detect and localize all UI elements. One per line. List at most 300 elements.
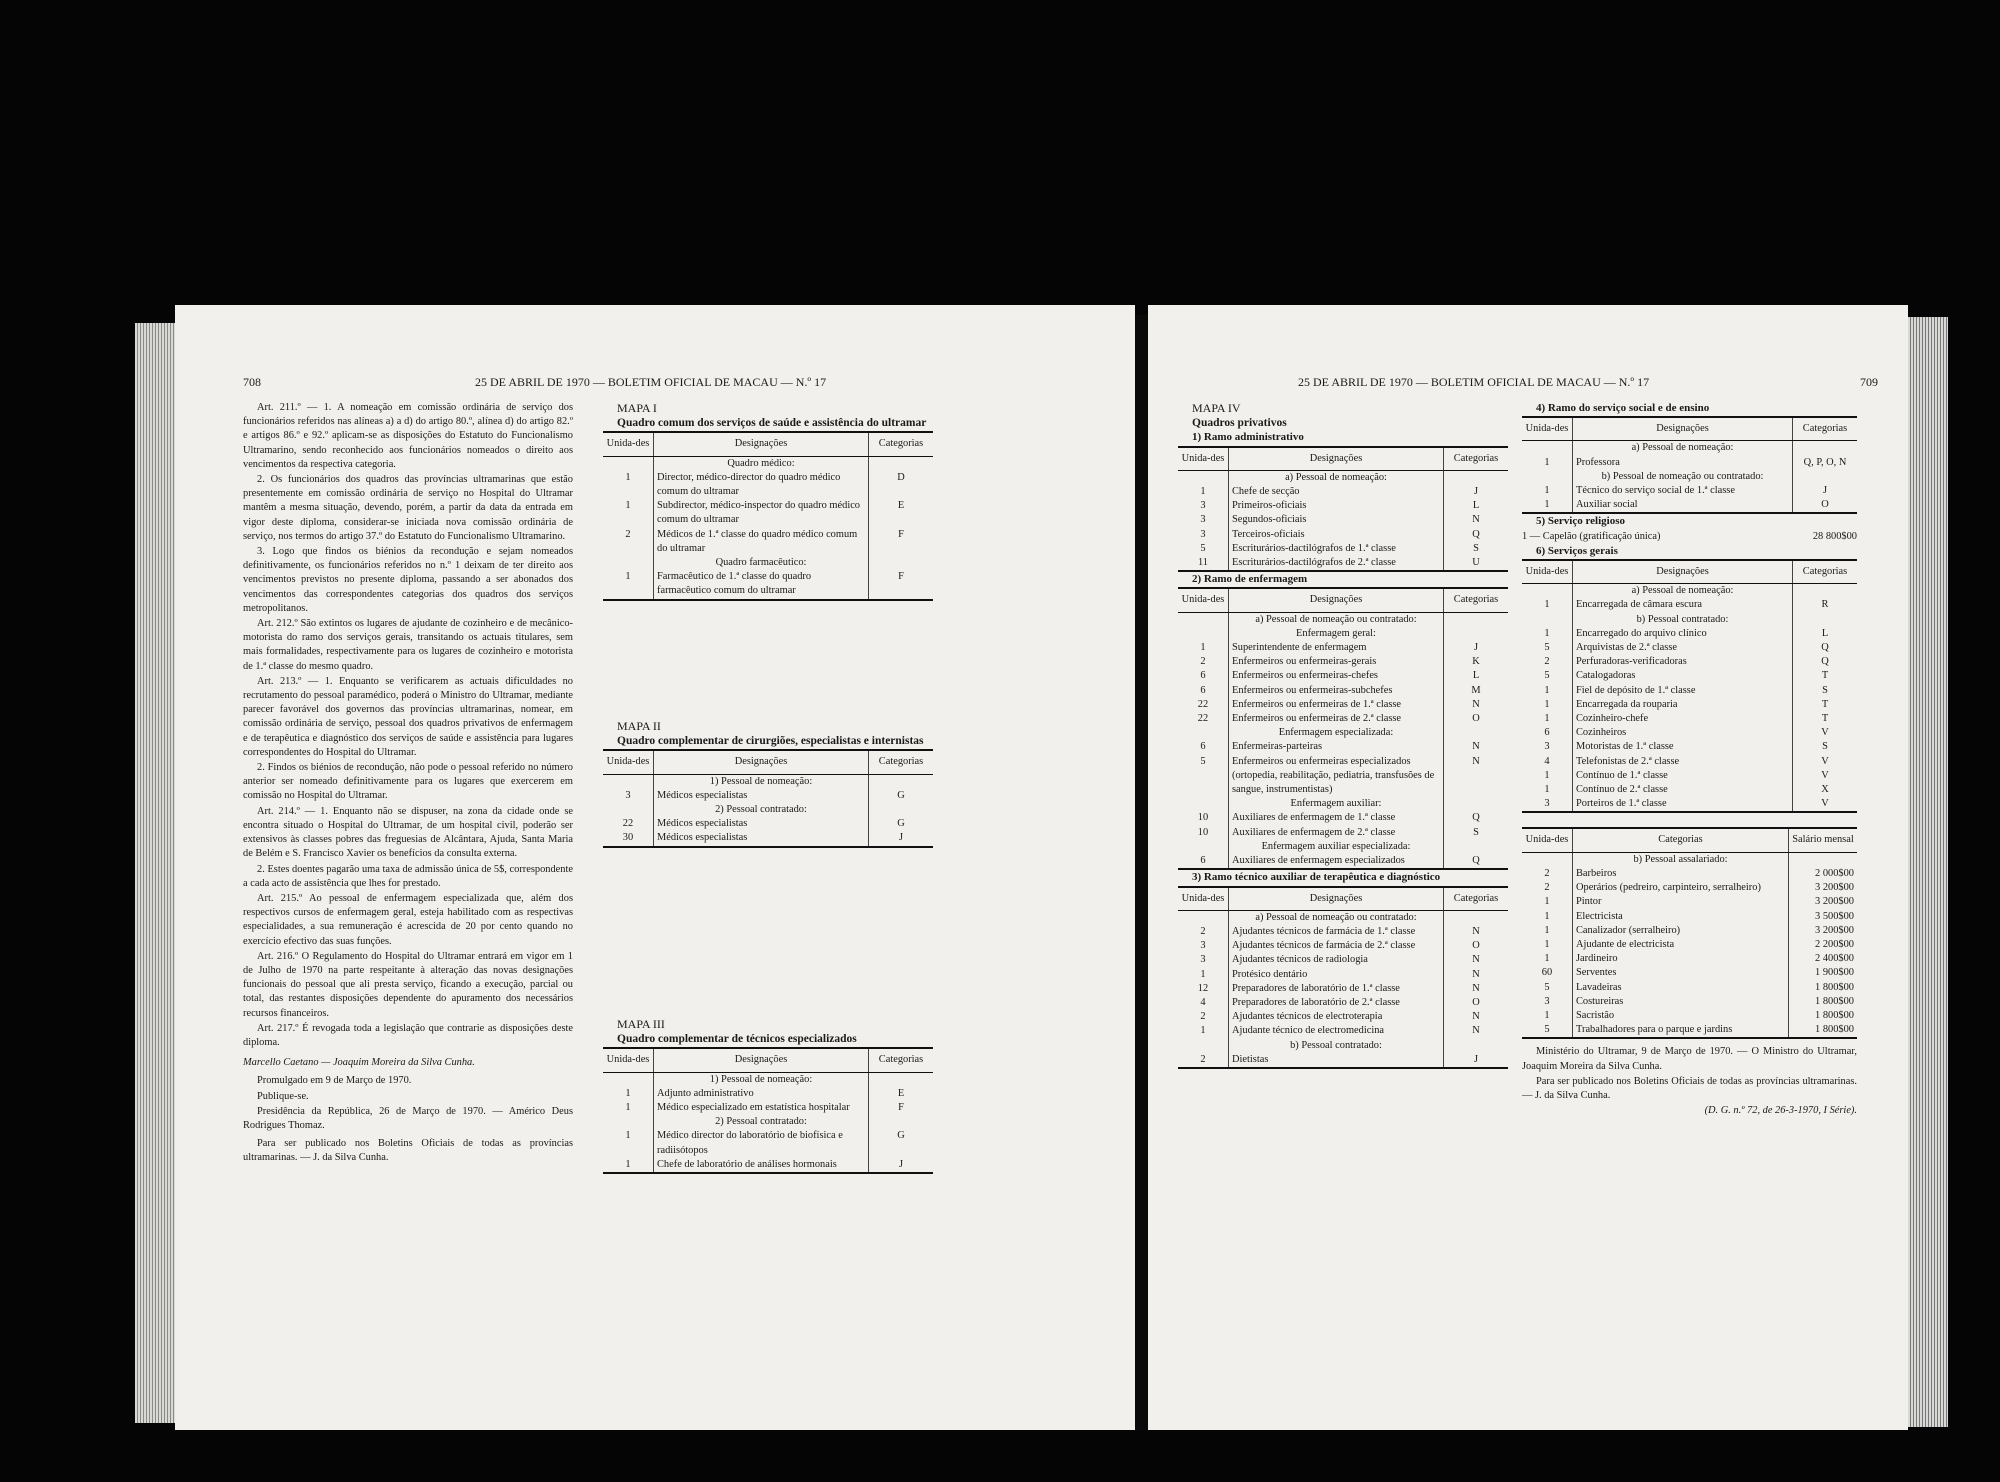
units-cell: 1 <box>1544 953 1550 965</box>
publication-note-left: Para ser publicado nos Boletins Oficiais de todas as províncias ultramarinas. — J. da Silva Cunha. <box>243 1138 573 1164</box>
category-cell: G <box>869 1129 934 1157</box>
category-cell: S <box>1444 542 1509 556</box>
units-cell: 3 <box>1522 797 1573 812</box>
table-row <box>1178 811 1508 825</box>
category-cell: F <box>869 1101 934 1115</box>
salary-cell: 3 200$00 <box>1789 924 1858 938</box>
empty-cell <box>603 803 654 817</box>
table-row <box>1178 556 1508 571</box>
units-cell: 4 <box>1544 755 1550 767</box>
designation-cell: Auxiliar social <box>1573 498 1793 513</box>
table-row <box>1178 826 1508 840</box>
table-row <box>1178 542 1508 556</box>
empty-cell <box>1522 613 1573 627</box>
section-row <box>1522 441 1857 456</box>
category-cell: Q <box>1444 528 1509 542</box>
units-cell: 1 <box>1200 1025 1206 1037</box>
mapa-ii <box>603 719 933 1017</box>
ramo-servicos-gerais <box>1522 544 1857 814</box>
units-cell: 1 <box>603 570 654 599</box>
table-subtitle: Quadro complementar de cirurgiões, especialistas e internistas <box>617 735 924 748</box>
category-cell: Pintor <box>1573 895 1789 909</box>
units-cell: 1 <box>1522 498 1573 513</box>
units-cell: 1 <box>1544 896 1550 908</box>
table-row <box>1522 740 1857 754</box>
category-cell: Operários (pedreiro, carpinteiro, serralheiro) <box>1573 881 1789 895</box>
article-paragraph: Art. 217.º É revogada toda a legislação que contrarie as disposições deste diploma. <box>243 1022 573 1048</box>
table-row <box>1178 655 1508 669</box>
table-row <box>1178 925 1508 939</box>
units-cell: 6 <box>1178 854 1229 869</box>
table-row <box>1178 854 1508 869</box>
table-title: MAPA III <box>617 1017 665 1031</box>
table-row <box>1522 641 1857 655</box>
category-cell: T <box>1793 712 1858 726</box>
units-cell: 30 <box>603 831 654 846</box>
designation-cell: Médico director do laboratório de biofísica e radiisótopos <box>654 1129 869 1157</box>
section-label: a) Pessoal de nomeação: <box>1229 470 1444 485</box>
table-row <box>1522 881 1857 895</box>
designation-cell: Encarregado do arquivo clínico <box>1573 627 1793 641</box>
section-label: a) Pessoal de nomeação: <box>1573 584 1793 599</box>
salary-cell: 1 900$00 <box>1789 966 1858 980</box>
units-cell: 2 <box>625 528 631 540</box>
table-row <box>1522 712 1857 726</box>
category-cell: N <box>1444 982 1509 996</box>
designation-cell: Segundos-oficiais <box>1229 513 1444 527</box>
designation-cell: Ajudantes técnicos de farmácia de 2.ª classe <box>1229 939 1444 953</box>
empty-cell <box>1178 470 1229 485</box>
table-row <box>1178 528 1508 542</box>
units-cell: 5 <box>1544 642 1550 654</box>
mapa-iv-title: MAPA IV <box>1192 401 1241 415</box>
designation-cell: Contínuo de 1.ª classe <box>1573 769 1793 783</box>
article-paragraph: 2. Os funcionários dos quadros das províncias ultramarinas que estão presentemente em comissão ordinária de serviço no Hospital do Ultramar mantêm a mesma situação, devendo, porém, a partir da data da entrada em vigor deste diploma, considerar-se iniciada nova comissão ordinária de serviço, nos termos do artigo 37.º do Estatuto do Funcionalismo Ultramarino. <box>243 474 573 542</box>
empty-cell <box>1522 584 1573 599</box>
units-cell: 1 <box>1544 698 1550 710</box>
section-row <box>603 774 933 789</box>
designation-cell: Enfermeiros ou enfermeiras-subchefes <box>1229 684 1444 698</box>
designation-cell: Cozinheiros <box>1573 726 1793 740</box>
category-cell: V <box>1793 755 1858 769</box>
capelao-label: 1 — Capelão (gratificação única) <box>1522 530 1661 542</box>
column-header: Unida-des <box>1178 588 1229 612</box>
table-row <box>1522 924 1857 938</box>
section-row <box>1178 1039 1508 1053</box>
open-book <box>135 305 1880 1430</box>
category-cell: S <box>1793 684 1858 698</box>
section-label: Enfermagem auxiliar especializada: <box>1229 840 1444 854</box>
designation-cell: Catalogadoras <box>1573 669 1793 683</box>
table-row <box>1178 669 1508 683</box>
empty-cell <box>1444 726 1509 740</box>
category-cell: N <box>1444 1024 1509 1038</box>
column-header: Designações <box>1573 417 1793 441</box>
table-row <box>1522 797 1857 812</box>
category-cell: N <box>1444 925 1509 939</box>
section-label: 2) Pessoal contratado: <box>654 803 869 817</box>
empty-cell <box>869 1115 934 1129</box>
table-row <box>1522 498 1857 513</box>
table-title: 2) Ramo de enfermagem <box>1192 573 1308 586</box>
table-row <box>1522 698 1857 712</box>
table-row <box>603 570 933 599</box>
table-row <box>1522 484 1857 498</box>
category-cell: T <box>1793 669 1858 683</box>
data-table <box>1522 559 1857 813</box>
mapas-column <box>603 401 933 1174</box>
column-header: Salário mensal <box>1789 828 1858 852</box>
table-row <box>1178 499 1508 513</box>
ramo-servico-social <box>1522 401 1857 514</box>
empty-cell <box>1444 1039 1509 1053</box>
units-cell: 1 <box>1544 769 1550 781</box>
designation-cell: Auxiliares de enfermagem especializados <box>1229 854 1444 869</box>
designation-cell: Perfuradoras-verificadoras <box>1573 655 1793 669</box>
category-cell: V <box>1793 726 1858 740</box>
table-row <box>603 789 933 803</box>
capelao-value: 28 800$00 <box>1812 530 1857 542</box>
empty-cell <box>603 774 654 789</box>
units-cell: 5 <box>1522 1023 1573 1038</box>
units-cell: 5 <box>1200 542 1206 554</box>
section-row <box>603 803 933 817</box>
table-title: 3) Ramo técnico auxiliar de terapêutica e diagnóstico <box>1192 871 1441 884</box>
page-number-left: 708 <box>243 375 261 389</box>
data-table <box>603 749 933 847</box>
section-row <box>1178 726 1508 740</box>
column-header: Unida-des <box>1178 887 1229 911</box>
data-table <box>1178 446 1508 573</box>
empty-cell <box>1178 910 1229 925</box>
designation-cell: Director, médico-director do quadro médico comum do ultramar <box>654 471 869 499</box>
empty-cell <box>869 803 934 817</box>
column-header: Unida-des <box>1522 828 1573 852</box>
designation-cell: Superintendente de enfermagem <box>1229 641 1444 655</box>
units-cell: 10 <box>1197 812 1209 824</box>
mapa-iv-subtitle: Quadros privativos <box>1192 417 1287 430</box>
designation-cell: Técnico do serviço social de 1.ª classe <box>1573 484 1793 498</box>
data-table <box>603 431 933 600</box>
salary-cell: 1 800$00 <box>1789 1009 1858 1023</box>
article-paragraph: Art. 213.º — 1. Enquanto se verificarem as actuais dificuldades no recrutamento do pessoal paramédico, poderá o Ministro do Ultramar, mediante parecer favorável dos governos das províncias ultramarinas, nomear, em comissão ordinária de serviço, pessoal dos quadros privativos de enfermagem e de terapêutica e diagnóstico dos serviços de saúde e assistência para lugares correspondentes do Hospital do Ultramar. <box>243 675 573 758</box>
table-row <box>603 817 933 831</box>
units-cell: 1 <box>625 500 631 512</box>
section-label: Quadro farmacêutico: <box>654 556 869 570</box>
table-row <box>1522 966 1857 980</box>
column-header: Designações <box>654 1048 869 1072</box>
units-cell: 2 <box>1544 656 1550 668</box>
designation-cell: Escriturários-dactilógrafos de 2.ª classe <box>1229 556 1444 571</box>
category-cell: J <box>1793 484 1858 498</box>
salary-table <box>1522 827 1857 1039</box>
column-header: Designações <box>1229 447 1444 471</box>
section-label: b) Pessoal contratado: <box>1229 1039 1444 1053</box>
table-row <box>1178 996 1508 1010</box>
section-label: 2) Pessoal contratado: <box>654 1115 869 1129</box>
table-row <box>1178 641 1508 655</box>
salary-cell: 3 200$00 <box>1789 881 1858 895</box>
empty-cell <box>1793 441 1858 456</box>
units-cell: 3 <box>1544 741 1550 753</box>
category-cell: F <box>869 528 934 556</box>
section-row <box>1178 612 1508 627</box>
column-header: Categorias <box>869 750 934 774</box>
units-cell: 6 <box>1544 727 1550 739</box>
table-row <box>603 1087 933 1101</box>
salary-data-table <box>1522 827 1857 1039</box>
category-cell: T <box>1793 698 1858 712</box>
table-row <box>1178 513 1508 527</box>
units-cell: 6 <box>1200 741 1206 753</box>
designation-cell: Professora <box>1573 456 1793 470</box>
table-row <box>1178 982 1508 996</box>
salary-cell: 1 800$00 <box>1789 1023 1858 1038</box>
section-row <box>1178 470 1508 485</box>
designation-cell: Telefonistas de 2.ª classe <box>1573 755 1793 769</box>
units-cell: 2 <box>1200 1011 1206 1023</box>
empty-cell <box>1178 627 1229 641</box>
designation-cell: Enfermeiros ou enfermeiras de 1.ª classe <box>1229 698 1444 712</box>
empty-cell <box>1444 797 1509 811</box>
units-cell: 6 <box>1200 670 1206 682</box>
units-cell: 1 <box>625 1130 631 1142</box>
units-cell: 1 <box>603 1158 654 1173</box>
category-cell: Q <box>1444 854 1509 869</box>
table-row <box>1178 1024 1508 1038</box>
capelao-line <box>1522 530 1857 544</box>
table-row <box>1522 769 1857 783</box>
category-cell: Electricista <box>1573 910 1789 924</box>
article-paragraph: Art. 214.º — 1. Enquanto não se dispuser, na zona da cidade onde se encontra situado o Hospital do Ultramar, de um hospital civil, poderão ser extensivos às classes pobres das freguesias de Alcântara, Ajuda, Santa Maria de Belém e S. Francisco Xavier os benefícios da consulta externa. <box>243 805 573 860</box>
designation-cell: Escriturários-dactilógrafos de 1.ª classe <box>1229 542 1444 556</box>
table-row <box>603 831 933 846</box>
units-cell: 1 <box>625 1102 631 1114</box>
column-header: Designações <box>1573 560 1793 584</box>
section-row <box>1522 852 1857 867</box>
column-header: Categorias <box>1793 417 1858 441</box>
table-row <box>1522 755 1857 769</box>
section-row <box>603 556 933 570</box>
publish-line: Publique-se. <box>257 1090 309 1102</box>
category-cell: K <box>1444 655 1509 669</box>
salary-cell: 2 200$00 <box>1789 938 1858 952</box>
section-label: 1) Pessoal de nomeação: <box>654 774 869 789</box>
category-cell: Lavadeiras <box>1573 981 1789 995</box>
category-cell: Canalizador (serralheiro) <box>1573 924 1789 938</box>
designation-cell: Enfermeiros ou enfermeiras-chefes <box>1229 669 1444 683</box>
ramo-enfermagem <box>1178 572 1508 870</box>
units-cell: 1 <box>625 1087 631 1099</box>
section-label: Enfermagem geral: <box>1229 627 1444 641</box>
units-cell: 1 <box>1544 599 1550 611</box>
table-row <box>1178 953 1508 967</box>
empty-cell <box>1444 612 1509 627</box>
category-cell: G <box>869 817 934 831</box>
table-row <box>1522 895 1857 909</box>
article-paragraph: Art. 211.º — 1. A nomeação em comissão ordinária de serviço dos funcionários referidos nas alíneas a) a d) do artigo 80.º, alínea d) do artigo 82.º e artigos 86.º e 92.º aplicam-se as disposições do Estatuto do Funcionalismo Ultramarino, sendo reconhecido aos funcionários nomeados o direito aos vencimentos da respectiva categoria. <box>243 402 573 470</box>
column-header: Unida-des <box>1522 417 1573 441</box>
units-cell: 1 <box>625 471 631 483</box>
table-row <box>1522 684 1857 698</box>
column-header: Categorias <box>869 432 934 456</box>
salary-cell: 2 000$00 <box>1789 867 1858 881</box>
category-cell: N <box>1444 953 1509 967</box>
section-label: a) Pessoal de nomeação ou contratado: <box>1229 612 1444 627</box>
units-cell: 2 <box>1544 882 1550 894</box>
category-cell: O <box>1444 996 1509 1010</box>
table-row <box>1178 740 1508 754</box>
empty-cell <box>1793 613 1858 627</box>
data-table <box>1178 587 1508 870</box>
column-header: Designações <box>1229 588 1444 612</box>
units-cell: 1 <box>1544 924 1550 936</box>
category-cell: S <box>1444 826 1509 840</box>
table-row <box>1522 1023 1857 1038</box>
column-header: Unida-des <box>1178 447 1229 471</box>
designation-cell: Encarregada de câmara escura <box>1573 598 1793 612</box>
table-row <box>1522 952 1857 966</box>
data-table <box>1522 416 1857 514</box>
category-cell: D <box>869 471 934 499</box>
ramo-religioso-title: 5) Serviço religioso <box>1536 515 1625 528</box>
units-cell: 5 <box>1200 755 1206 767</box>
table-row <box>1178 939 1508 953</box>
empty-cell <box>1178 726 1229 740</box>
salary-cell: 3 500$00 <box>1789 910 1858 924</box>
empty-cell <box>603 1115 654 1129</box>
category-cell: Ajudante de electricista <box>1573 938 1789 952</box>
units-cell: 22 <box>622 818 634 830</box>
section-label: Quadro médico: <box>654 456 869 471</box>
table-row <box>1522 867 1857 881</box>
category-cell: M <box>1444 684 1509 698</box>
table-row <box>1522 726 1857 740</box>
designation-cell: Dietistas <box>1229 1053 1444 1068</box>
units-cell: 5 <box>1544 981 1550 993</box>
units-cell: 6 <box>1200 684 1206 696</box>
units-cell: 2 <box>1200 925 1206 937</box>
category-cell: L <box>1444 499 1509 513</box>
running-header-left: 25 DE ABRIL DE 1970 — BOLETIM OFICIAL DE MACAU — N.º 17 <box>475 375 827 389</box>
section-label: b) Pessoal assalariado: <box>1573 852 1789 867</box>
section-row <box>1178 797 1508 811</box>
units-cell: 3 <box>1544 995 1550 1007</box>
table-row <box>1522 938 1857 952</box>
units-cell: 5 <box>1544 670 1550 682</box>
units-cell: 3 <box>1200 500 1206 512</box>
column-header: Categorias <box>1444 887 1509 911</box>
category-cell: R <box>1793 598 1858 612</box>
empty-cell <box>869 556 934 570</box>
section-row <box>603 1115 933 1129</box>
table-row <box>1522 1009 1857 1023</box>
table-row <box>603 1158 933 1173</box>
designation-cell: Ajudantes técnicos de farmácia de 1.ª classe <box>1229 925 1444 939</box>
category-cell: G <box>869 789 934 803</box>
designation-cell: Fiel de depósito de 1.ª classe <box>1573 684 1793 698</box>
table-row <box>1522 981 1857 995</box>
units-cell: 1 <box>1544 456 1550 468</box>
table-row <box>1522 910 1857 924</box>
category-cell: E <box>869 499 934 527</box>
empty-cell <box>1444 840 1509 854</box>
column-header: Unida-des <box>1522 560 1573 584</box>
table-row <box>1178 684 1508 698</box>
mapa-iii <box>603 1017 933 1174</box>
category-cell: N <box>1444 755 1509 798</box>
empty-cell <box>603 1072 654 1087</box>
designation-cell: Ajudante técnico de electromedicina <box>1229 1024 1444 1038</box>
article-paragraph: Art. 212.º São extintos os lugares de ajudante de cozinheiro e de mecânico-motorista do ramo dos serviços gerais, transitando os actuais titulares, sem mais formalidades, respectivamente para os lugares de cozinheiro e motorista de 1.ª classe do mesmo quadro. <box>243 618 573 672</box>
units-cell: 10 <box>1197 826 1209 838</box>
units-cell: 2 <box>1178 1053 1229 1068</box>
units-cell: 2 <box>1200 656 1206 668</box>
data-table <box>603 1047 933 1174</box>
section-label: Enfermagem auxiliar: <box>1229 797 1444 811</box>
section-label: a) Pessoal de nomeação ou contratado: <box>1229 910 1444 925</box>
category-cell: L <box>1793 627 1858 641</box>
category-cell: J <box>1444 485 1509 499</box>
designation-cell: Farmacêutico de 1.ª classe do quadro farmacêutico comum do ultramar <box>654 570 869 599</box>
table-row <box>1178 1010 1508 1024</box>
category-cell: N <box>1444 513 1509 527</box>
designation-cell: Motoristas de 1.ª classe <box>1573 740 1793 754</box>
empty-cell <box>1178 1039 1229 1053</box>
units-cell: 12 <box>1197 982 1209 994</box>
table-row <box>1178 485 1508 499</box>
category-cell: J <box>869 1158 934 1173</box>
table-subtitle: Quadro complementar de técnicos especializados <box>617 1033 857 1046</box>
section-label: a) Pessoal de nomeação: <box>1573 441 1793 456</box>
category-cell: J <box>869 831 934 846</box>
section-row <box>603 1072 933 1087</box>
table-row <box>603 528 933 556</box>
table-row <box>1522 655 1857 669</box>
category-cell: V <box>1793 797 1858 812</box>
designation-cell: Ajudantes técnicos de electroterapia <box>1229 1010 1444 1024</box>
category-cell: N <box>1444 968 1509 982</box>
units-cell: 1 <box>1200 968 1206 980</box>
table-subtitle: Quadro comum dos serviços de saúde e assistência do ultramar <box>617 417 927 430</box>
units-cell: 3 <box>1200 954 1206 966</box>
right-page <box>1148 305 1908 1430</box>
empty-cell <box>1178 840 1229 854</box>
empty-cell <box>869 456 934 471</box>
section-label: Enfermagem especializada: <box>1229 726 1444 740</box>
category-cell: Q <box>1793 641 1858 655</box>
category-cell: Q <box>1444 811 1509 825</box>
units-cell: 60 <box>1541 967 1553 979</box>
category-cell: S <box>1793 740 1858 754</box>
table-row <box>603 1101 933 1115</box>
articles-column <box>243 401 573 1167</box>
column-header: Designações <box>654 750 869 774</box>
empty-cell <box>1522 470 1573 484</box>
units-cell: 1 <box>1544 485 1550 497</box>
table-row <box>1522 669 1857 683</box>
mapa-i <box>603 401 933 719</box>
section-label: b) Pessoal de nomeação ou contratado: <box>1573 470 1793 484</box>
section-label: b) Pessoal contratado: <box>1573 613 1793 627</box>
category-cell: J <box>1444 1053 1509 1068</box>
table-row <box>1522 995 1857 1009</box>
column-header: Categorias <box>1444 447 1509 471</box>
column-header: Categorias <box>1573 828 1789 852</box>
empty-cell <box>1178 612 1229 627</box>
running-header-right: 25 DE ABRIL DE 1970 — BOLETIM OFICIAL DE MACAU — N.º 17 <box>1298 375 1650 389</box>
designation-cell: Enfermeiras-parteiras <box>1229 740 1444 754</box>
